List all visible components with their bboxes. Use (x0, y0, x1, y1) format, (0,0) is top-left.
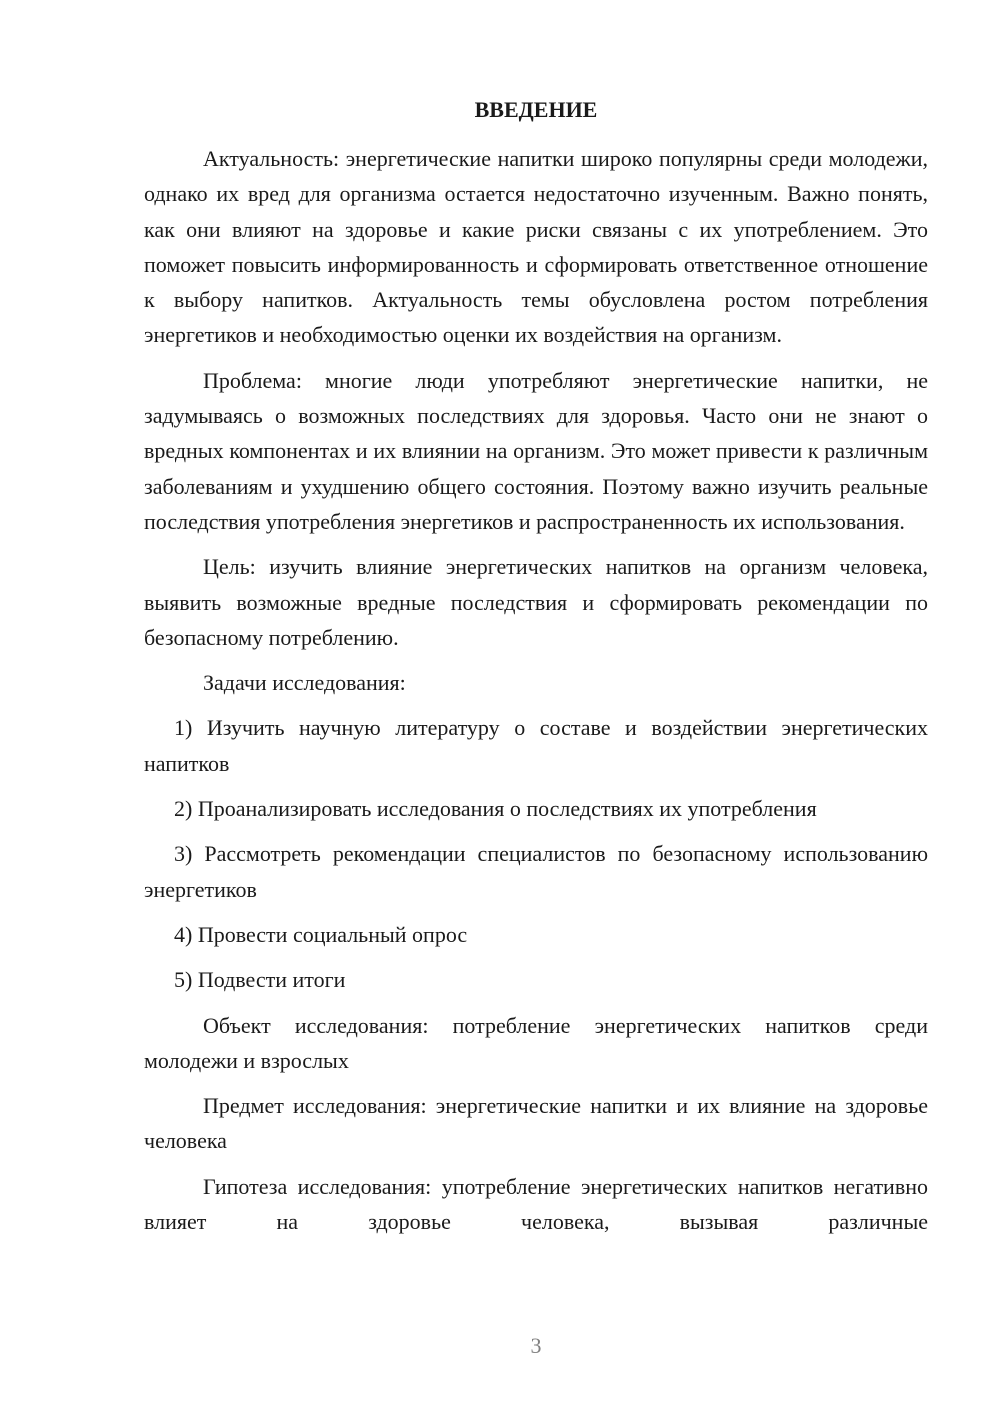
task-item-3: 3) Рассмотреть рекомендации специалистов по безопасному использованию энергетиков (144, 841, 928, 902)
page-number: 3 (530, 1333, 542, 1358)
task-item-1: 1) Изучить научную литературу о составе и воздействии энергетических напитков (144, 715, 928, 776)
task-item-5: 5) Подвести итоги (174, 967, 346, 993)
goal-paragraph: Цель: изучить влияние энергетических напитков на организм человека, выявить возможные вредные последствия и сформировать рекомендации по безопасному потреблению. (144, 554, 928, 650)
page-title: ВВЕДЕНИЕ (474, 97, 598, 122)
hypothesis-paragraph: Гипотеза исследования: употребление энергетических напитков негативно влияет на здоровье человека, вызывая различные (144, 1173, 928, 1235)
tasks-heading: Задачи исследования: (203, 670, 406, 696)
subject-paragraph: Предмет исследования: энергетические напитки и их влияние на здоровье человека (144, 1093, 928, 1154)
problem-paragraph: Проблема: многие люди употребляют энергетические напитки, не задумываясь о возможных последствиях для здоровья. Часто они не знают о вредных компонентах и их влиянии на организм. Это может привести к различным заболеваниям и ухудшению общего состояния. Поэтому важно изучить реальные последствия употребления энергетиков и распространенность их использования. (144, 367, 928, 534)
task-item-4: 4) Провести социальный опрос (174, 921, 468, 947)
relevance-paragraph: Актуальность: энергетические напитки широко популярны среди молодежи, однако их вред для организма остается недостаточно изученным. Важно понять, как они влияют на здоровье и какие риски связаны с их употреблением. Это поможет повысить информированность и сформировать ответственное отношение к выбору напитков. Актуальность темы обусловлена ростом потребления энергетиков и необходимостью оценки их воздействия на организм. (144, 146, 928, 348)
task-item-2: 2) Проанализировать исследования о последствиях их употребления (174, 796, 817, 822)
document-body (144, 141, 928, 1249)
object-paragraph: Объект исследования: потребление энергетических напитков среди молодежи и взрослых (144, 1012, 928, 1073)
